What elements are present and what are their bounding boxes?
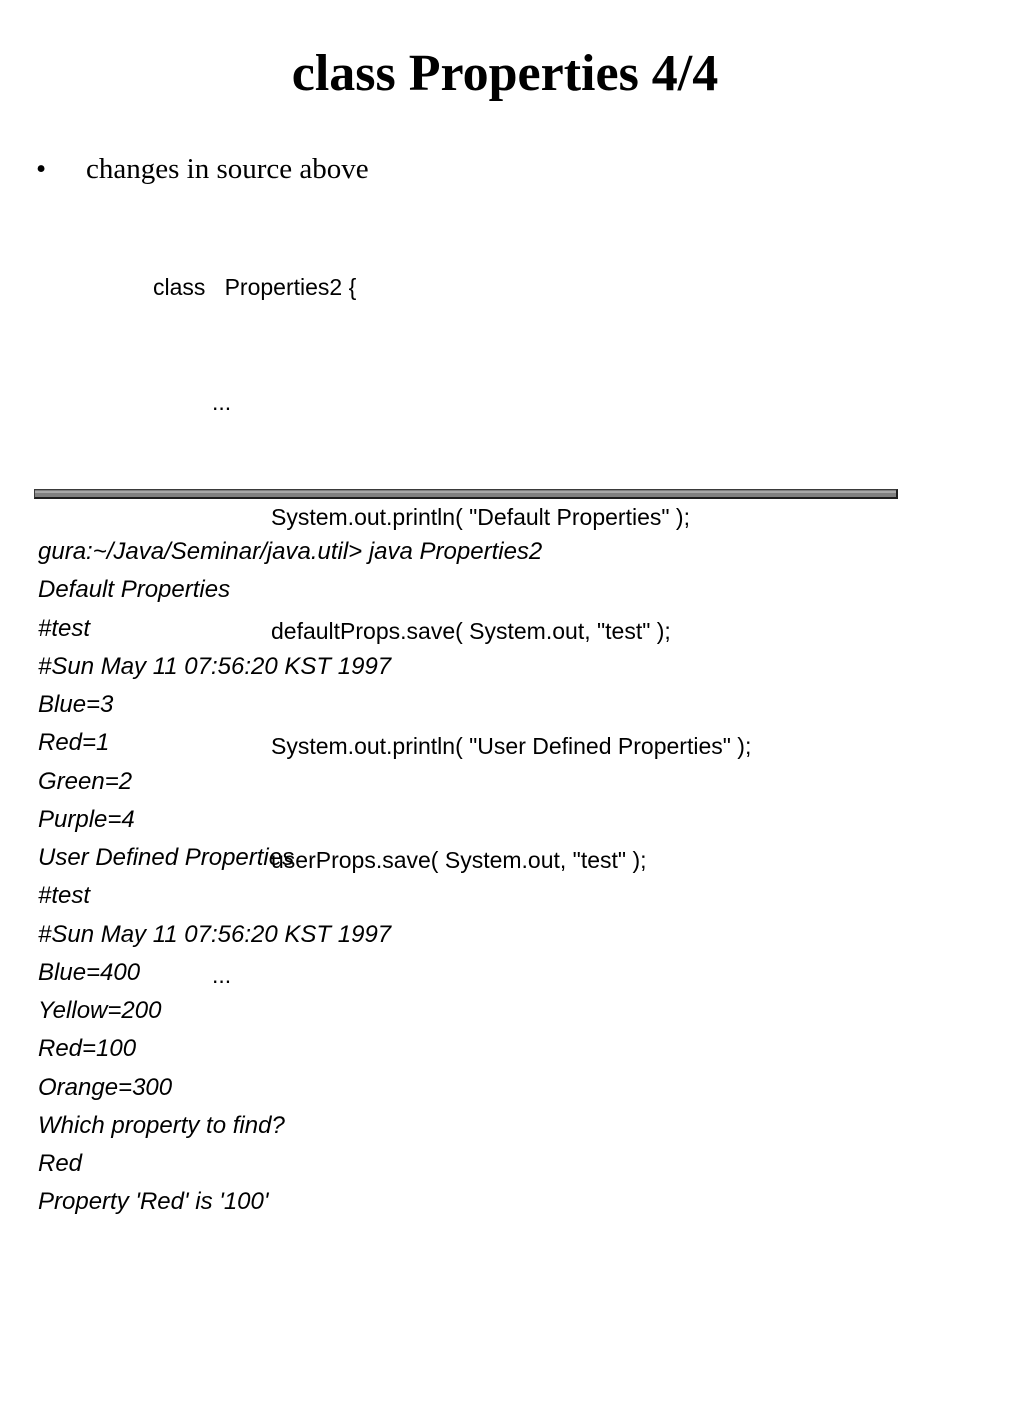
output-line: Red xyxy=(38,1150,83,1177)
output-line: Blue=3 xyxy=(38,691,114,718)
output-line: Blue=400 xyxy=(38,958,141,986)
output-line: Red=100 xyxy=(38,1035,137,1063)
section-divider xyxy=(34,489,898,499)
output-line: Which property to find? xyxy=(38,1111,285,1139)
bullet-dot-icon: • xyxy=(36,153,47,185)
output-line: Default Properties xyxy=(38,576,231,604)
console-output xyxy=(38,533,542,1222)
bullet-text: changes in source above xyxy=(86,153,369,185)
output-line: Red=1 xyxy=(38,729,110,757)
code-line: defaultProps.save( System.out, "test" ); xyxy=(271,618,671,645)
output-line: #test xyxy=(38,882,91,910)
slide-title: class Properties 4/4 xyxy=(291,45,719,102)
output-line: gura:~/Java/Seminar/java.util> java Properties2 xyxy=(38,538,543,565)
code-line: ... xyxy=(212,389,232,415)
output-line: Purple=4 xyxy=(38,805,135,833)
output-line: User Defined Properties xyxy=(38,844,295,871)
output-line: #Sun May 11 07:56:20 KST 1997 xyxy=(38,652,392,680)
code-line: class Properties2 { xyxy=(153,274,357,301)
code-line: System.out.println( "Default Properties" ); xyxy=(271,503,690,530)
code-line: ... xyxy=(212,961,232,988)
output-line: Orange=300 xyxy=(38,1073,173,1101)
code-line: System.out.println( "User Defined Properties" ); xyxy=(271,732,752,759)
output-line: Yellow=200 xyxy=(38,997,162,1024)
output-line: #Sun May 11 07:56:20 KST 1997 xyxy=(38,920,392,948)
output-line: #test xyxy=(38,614,91,642)
output-line: Green=2 xyxy=(38,767,133,795)
code-line: userProps.save( System.out, "test" ); xyxy=(271,847,647,874)
output-line: Property 'Red' is '100' xyxy=(38,1188,269,1216)
